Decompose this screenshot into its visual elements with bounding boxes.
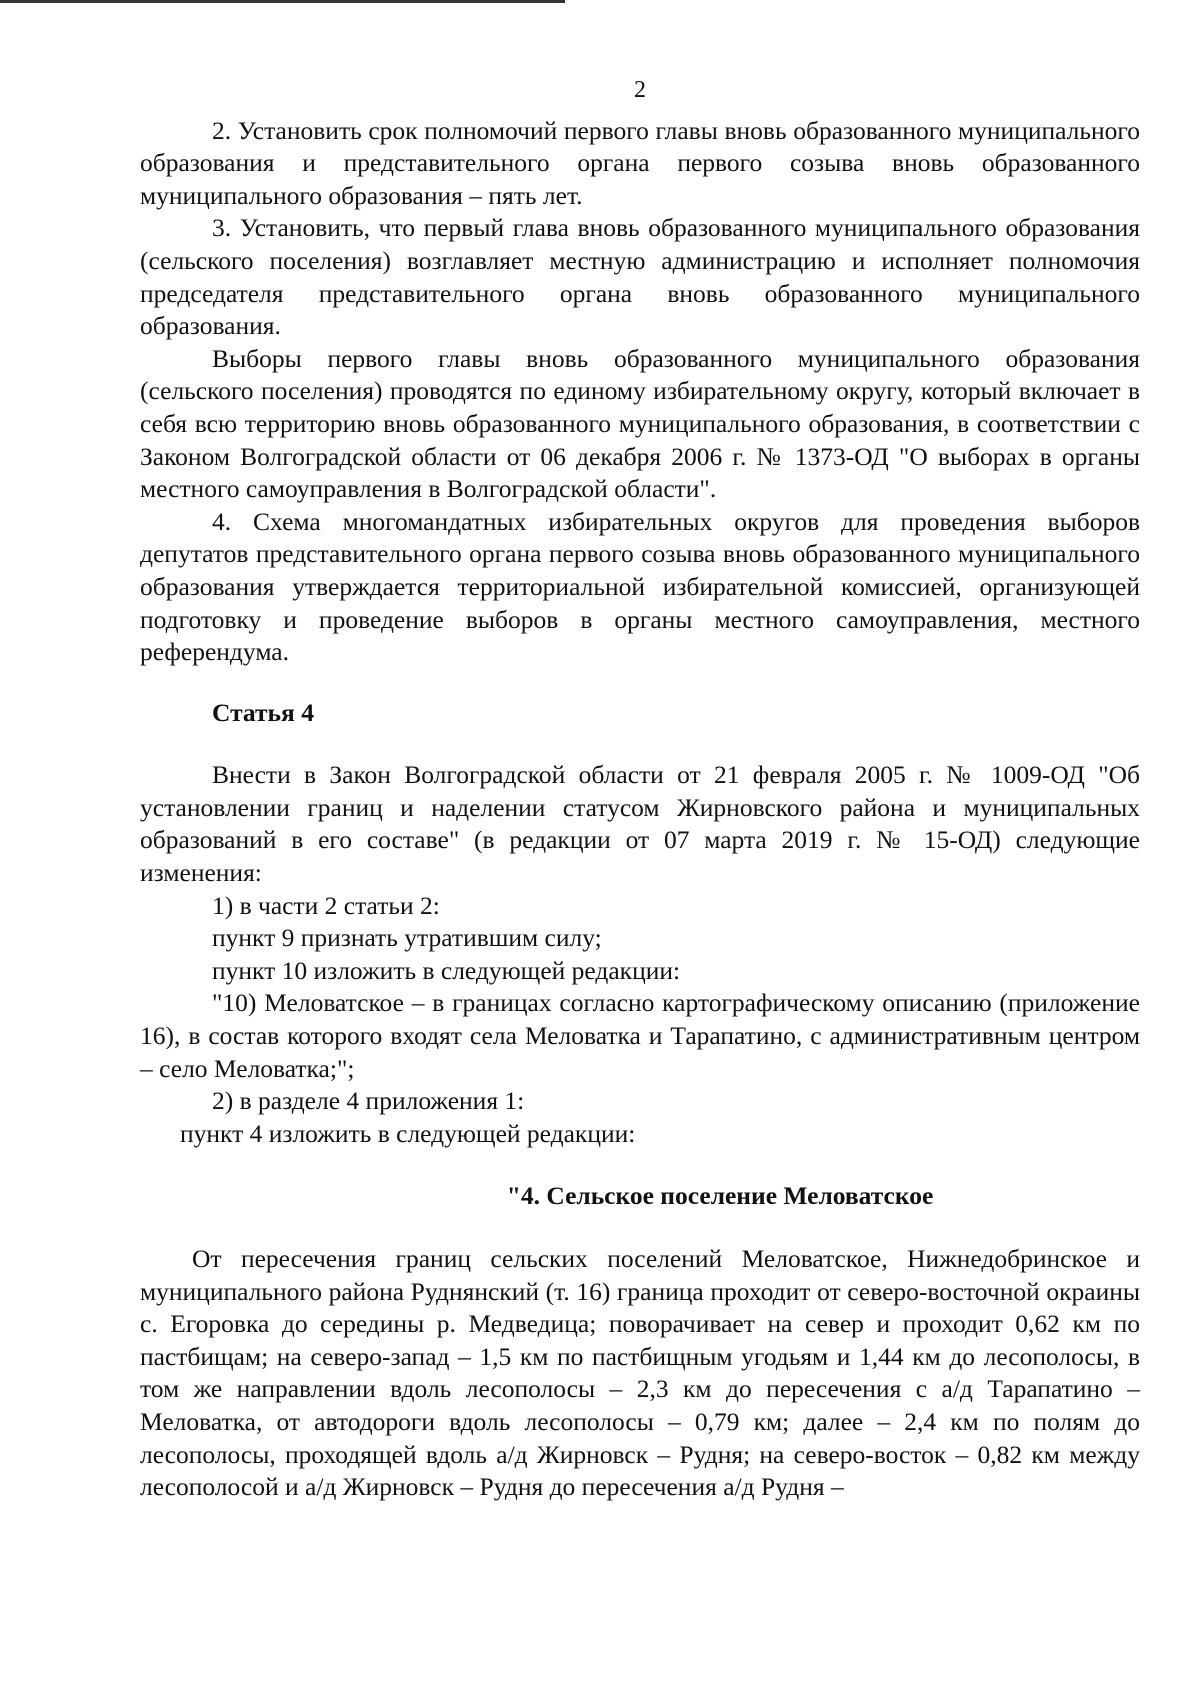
paragraph-item-4: 4. Схема многомандатных избирательных округов для проведения выборов депутатов представительного органа первого созыва вновь образованного муниципального образования утверждается территориальной избирательной комиссией, организующей подготовку и проведение выборов в органы местного самоуправления, местного референдума. (140, 506, 1140, 667)
list-item-1-a: пункт 9 признать утратившим силу; (212, 923, 602, 953)
list-item-1-b: пункт 10 изложить в следующей редакции: (212, 955, 681, 985)
list-item-2: 2) в разделе 4 приложения 1: (212, 1086, 525, 1116)
section-text: От пересечения границ сельских поселений Меловатское, Нижнедобринское и муниципального района Руднянский (т. 16) граница проходит от северо-восточной окраины с. Егоровка до середины р. Медведица; поворачивает на север и проходит 0,62 км по пастбищам; на северо-запад – 1,5 км по пастбищным угодьям и 1,44 км до лесополосы, в том же направлении вдоль лесополосы – 2,3 км до пересечения с а/д Тарапатино – Меловатка, от автодороги вдоль лесополосы – 0,79 км; далее – 2,4 км по полям до лесополосы, проходящей вдоль а/д Жирновск – Рудня; на северо-восток – 0,82 км между лесополосой и а/д Жирновск – Рудня до пересечения а/д Рудня – (140, 1244, 1140, 1502)
list-item-1: 1) в части 2 статьи 2: (212, 890, 440, 920)
section-heading: "4. Сельское поселение Меловатское (506, 1181, 934, 1211)
scan-edge-line (0, 0, 565, 3)
paragraph-item-2: 2. Установить срок полномочий первого главы вновь образованного муниципального образования и представительного органа первого созыва вновь образованного муниципального образования – пять лет. (140, 115, 1140, 210)
article-heading: Статья 4 (212, 697, 314, 727)
paragraph-item-3: 3. Установить, что первый глава вновь образованного муниципального образования (сельского поселения) возглавляет местную администрацию и исполняет полномочия председателя представительного органа вновь образованного муниципального образования. (140, 213, 1140, 341)
paragraph-elections: Выборы первого главы вновь образованного муниципального образования (сельского поселения) проводятся по единому избирательному округу, который включает в себя всю территорию вновь образованного муниципального образования, в соответствии с Законом Волгоградской области от 06 декабря 2006 г. № 1373-ОД "О выборах в органы местного самоуправления в Волгоградской области". (140, 343, 1140, 504)
page-number: 2 (634, 77, 646, 103)
list-item-2-a: пункт 4 изложить в следующей редакции: (180, 1118, 636, 1148)
document-page (140, 74, 1140, 1504)
list-item-1-quote: "10) Меловатское – в границах согласно картографическому описанию (приложение 16), в состав которого входят села Меловатка и Тарапатино, с административным центром – село Меловатка;"; (140, 988, 1140, 1083)
article-intro: Внести в Закон Волгоградской области от 21 февраля 2005 г. № 1009-ОД "Об установлении границ и наделении статусом Жирновского района и муниципальных образований в его составе" (в редакции от 07 марта 2019 г. № 15-ОД) следующие изменения: (140, 760, 1140, 888)
